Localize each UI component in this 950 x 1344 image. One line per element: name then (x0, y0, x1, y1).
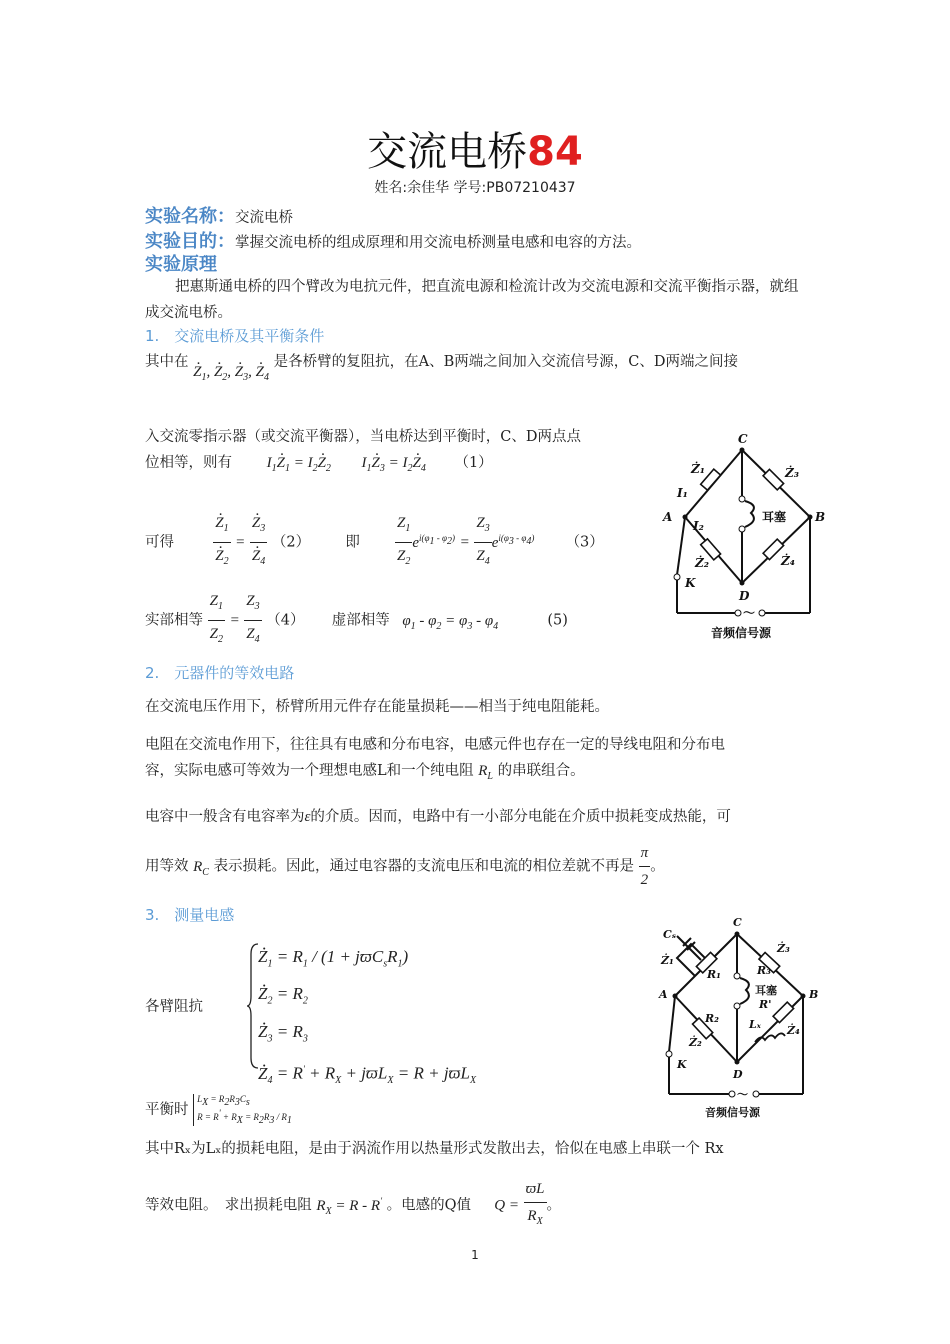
label-z1b: Ż₁ (661, 954, 674, 967)
label-tilde: ～ (743, 606, 756, 620)
exp-goal: 实验目的：掌握交流电桥的组成原理和用交流电桥测量电感和电容的方法。 (145, 231, 641, 252)
arm-impedance-system: · $Z_1 = R_1 / (1 + jϖC_sR_1)$ · $Z_2 = R_2$ · $Z_3 = R_3$ · $Z_4 = R' + R_X + jϖL_X = R + jϖL_X$ (258, 942, 476, 1096)
label-lx: Lₓ (749, 1018, 761, 1031)
label-c: C (738, 432, 748, 446)
label-source2: 音频信号源 (705, 1106, 760, 1119)
earphone-icon-2 (740, 978, 749, 1004)
bridge-diagram-1 (655, 425, 835, 647)
label-i1: I₁ (677, 486, 688, 500)
label-a: A (663, 510, 673, 524)
para-balance: 入交流零指示器（或交流平衡器），当电桥达到平衡时，C、D两点点 位相等，则有 $I_1\cdot Z_1 = I_2\cdot Z_2$ $I_1\cdot Z_3 = I_2\cdot Z_4$ （1） (145, 424, 655, 482)
label-cs: Cₛ (663, 928, 677, 941)
label-k: K (685, 576, 696, 590)
label-ear: 耳塞 (762, 510, 787, 524)
subsection-2: 2. 元器件的等效电路 (145, 664, 295, 682)
arm-impedance-label: 各臂阻抗 (145, 999, 203, 1015)
para-inductor: 电阻在交流电作用下，往往具有电感和分布电容，电感元件也存在一定的导线电阻和分布电 容，实际电感可等效为一个理想电感L和一个纯电阻 $R_L$ 的串联组合。 (145, 737, 725, 782)
intro-paragraph: 把惠斯通电桥的四个臂改为电抗元件，把直流电源和检流计改为交流电源和交流平衡指示器，就组成交流电桥。 (145, 279, 799, 321)
label-ear2: 耳塞 (755, 984, 777, 997)
para-q-value: 等效电阻。 求出损耗电阻 $R_X = R - R'$ 。电感的Q值 Q = $\frac{ϖL}{R_X}$ 。 (145, 1176, 825, 1235)
label-b2: B (809, 988, 819, 1001)
para-loss: 在交流电压作用下，桥臂所用元件存在能量损耗——相当于纯电阻能耗。 (145, 699, 609, 715)
balance-label: 平衡时 $L_X = R_2R_3C_s$ $R = R' + R_X = R_2R_3 / R_1$ (145, 1094, 292, 1126)
label-i2: I₂ (693, 519, 704, 533)
label-d2: D (733, 1068, 743, 1081)
label-z2b: Ż₂ (689, 1036, 702, 1049)
principle-heading: 实验原理 (145, 254, 217, 275)
eq-4-5: 实部相等 $\frac{Z_1}{Z_2}$ = $\frac{Z_3}{Z_4}$ （4） 虚部相等 $\varphi_1 - \varphi_2 = \varphi_3 - \varphi_4$ (5) (145, 588, 655, 653)
label-z3: Ż₃ (785, 466, 800, 480)
label-z4b: Ż₄ (787, 1024, 800, 1037)
para-arms: 其中在 · $Z_1$, · $Z_2$, · $Z_3$, · $Z_4$ 是各桥臂的复阻抗，在A、B两端之间加入交流信号源，C、D两端之间接 (145, 349, 825, 381)
page-title: 交流电桥84 (367, 129, 583, 175)
exp-name: 实验名称：交流电桥 (145, 206, 293, 227)
label-r2: R₂ (705, 1012, 719, 1025)
label-c2: C (733, 916, 742, 929)
label-a2: A (659, 988, 668, 1001)
label-tilde2: ～ (737, 1088, 748, 1101)
label-z2: Ż₂ (695, 556, 710, 570)
para-capacitor: 电容中一般含有电容率为ε的介质。因而，电路中有一小部分电能在介质中损耗变成热能，可 (145, 809, 731, 825)
para-loss-resistor: 其中Rₓ为Lₓ的损耗电阻，是由于涡流作用以热量形式发散出去，恰似在电感上串联一个 Rx (145, 1141, 724, 1157)
author-line: 姓名:余佳华 学号:PB07210437 (374, 180, 576, 196)
subsection-3: 3. 测量电感 (145, 906, 235, 924)
label-z1: Ż₁ (691, 462, 706, 476)
label-source: 音频信号源 (711, 626, 772, 640)
label-b: B (815, 510, 826, 524)
label-rprime: R' (759, 998, 772, 1011)
label-r3: R₃ (757, 964, 771, 977)
label-r1: R₁ (707, 968, 721, 981)
subsection-1: 1. 交流电桥及其平衡条件 (145, 327, 325, 345)
para-capacitor-2: 用等效 $R_C$ 表示损耗。因此，通过电容器的支流电压和电流的相位差就不再是 $\frac{\pi}{2}$ 。 (145, 840, 825, 893)
earphone-icon (745, 501, 754, 527)
label-d: D (739, 589, 750, 603)
page-number: 1 (471, 1248, 479, 1262)
label-k2: K (677, 1058, 687, 1071)
label-z4: Ż₄ (781, 554, 796, 568)
label-z3b: Ż₃ (777, 942, 790, 955)
eq-2-3: 可得 · $Z_1$ · $Z_2$ = · $Z_3$ · $Z_4$ （2） 即 $\frac{Z_1}{Z_2}$ $e^{i(\varphi_1 - \varphi_2)}$ = $\frac{Z_3}{Z_4}$ $e^{i(\varphi_3 - \varphi_4)}$ （3） (145, 510, 655, 575)
bridge-diagram-2 (655, 912, 835, 1124)
